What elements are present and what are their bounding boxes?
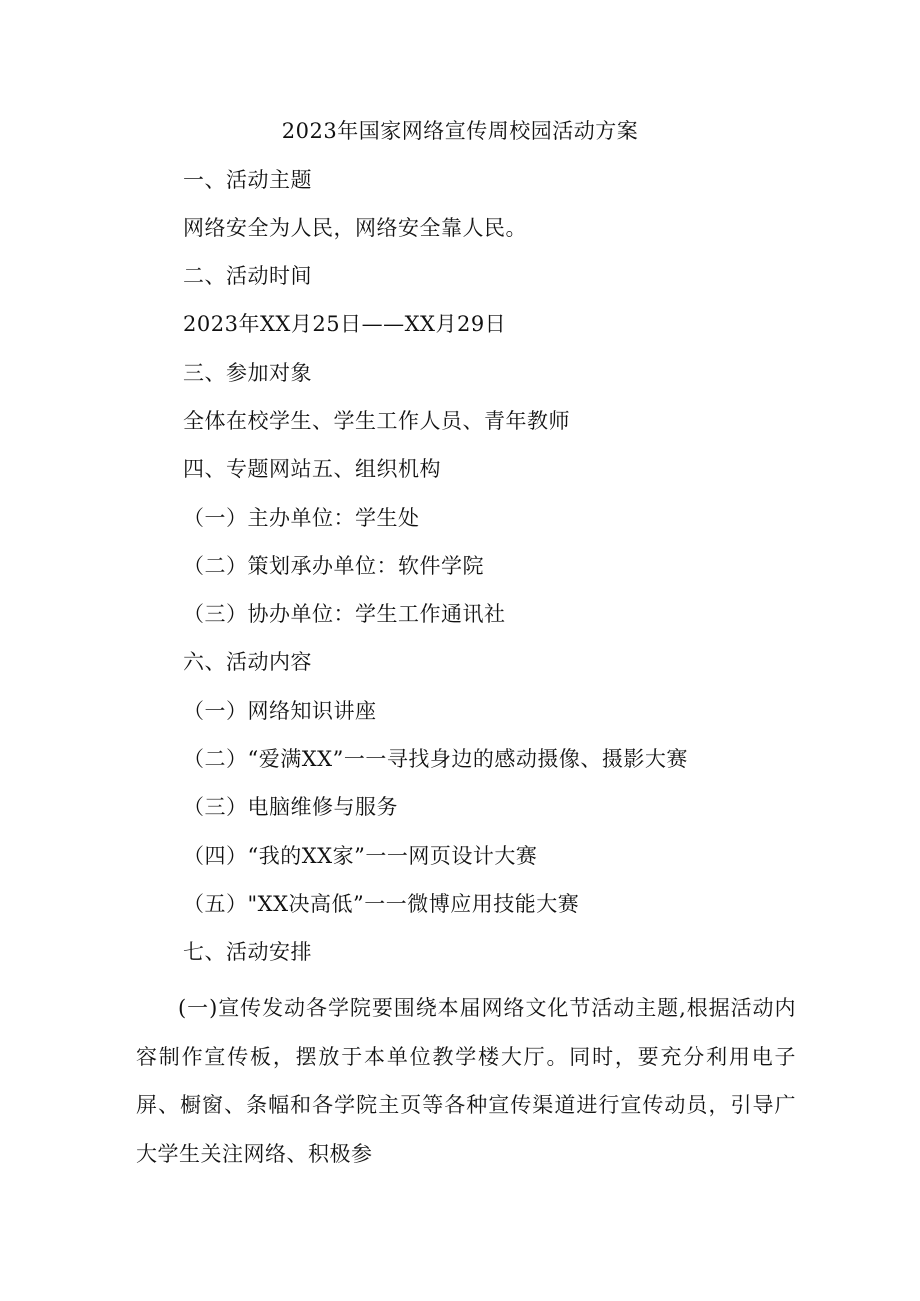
participants-text: 全体在校学生、学生工作人员、青年教师: [183, 409, 570, 433]
section-heading-participants: 三、参加对象: [183, 361, 312, 385]
document-title: 2023年国家网络宣传周校园活动方案: [281, 119, 639, 143]
section-heading-theme: 一、活动主题: [183, 168, 312, 192]
content-item-photo-contest: （二）“爱满XX”一一寻找身边的感动摄像、摄影大赛: [183, 747, 688, 771]
content-item-repair-service: （三）电脑维修与服务: [183, 795, 398, 819]
arrangement-paragraph: (一)宣传发动各学院要围绕本届网络文化节活动主题,根据活动内容制作宣传板，摆放于本单位教学楼大厅。同时，要充分利用电子屏、橱窗、条幅和各学院主页等各种宣传渠道进行宣传动员，引导广大学生关注网络、积极参: [136, 996, 796, 1166]
content-item-lecture: （一）网络知识讲座: [183, 699, 377, 723]
co-organizer-item: （三）协办单位：学生工作通讯社: [183, 602, 506, 626]
time-text: 2023年XX月25日——XX月29日: [183, 312, 507, 336]
section-heading-content: 六、活动内容: [183, 650, 312, 674]
section-heading-arrangement: 七、活动安排: [183, 940, 312, 964]
section-heading-website-organization: 四、专题网站五、组织机构: [183, 457, 441, 481]
content-item-weibo-contest: （五）"XX决高低”一一微博应用技能大赛: [183, 892, 580, 916]
organizer-item: （一）主办单位：学生处: [183, 506, 420, 530]
content-item-web-design: （四）“我的XX家”一一网页设计大赛: [183, 844, 538, 868]
theme-text: 网络安全为人民，网络安全靠人民。: [183, 216, 527, 240]
planner-item: （二）策划承办单位：软件学院: [183, 554, 484, 578]
section-heading-time: 二、活动时间: [183, 264, 312, 288]
